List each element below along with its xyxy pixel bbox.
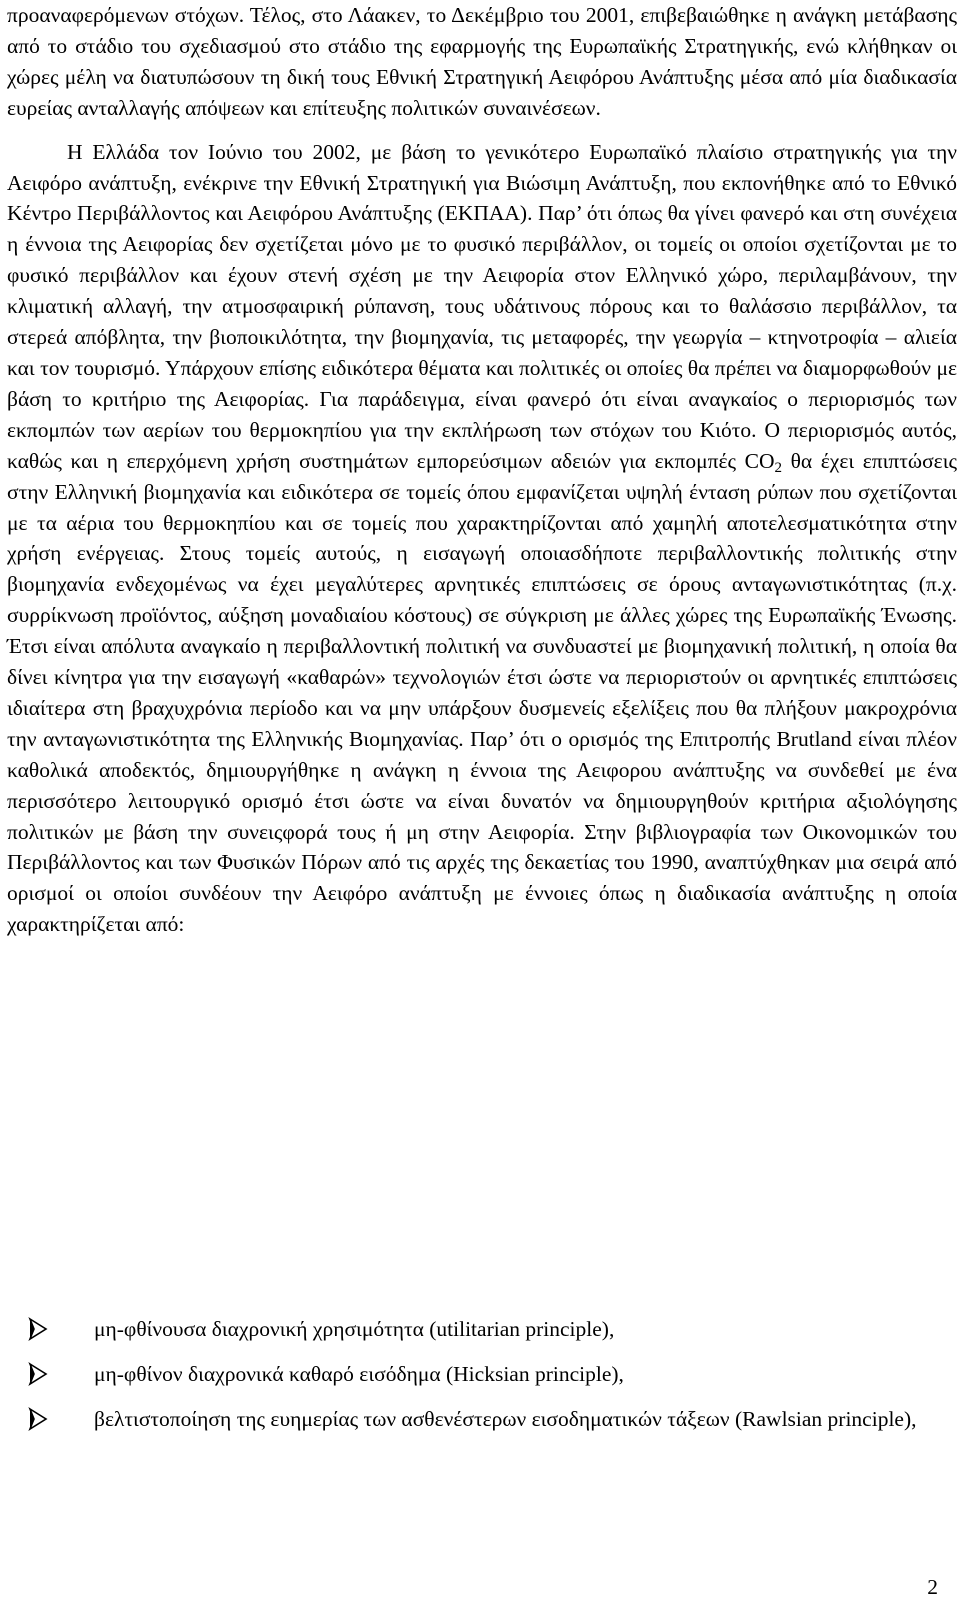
principles-list: [0, 1314, 960, 1449]
page-number: 2: [927, 1575, 938, 1599]
list-item: [0, 1314, 960, 1345]
arrowhead-bullet-icon: [27, 1362, 49, 1386]
list-item-text: μη-φθίνουσα διαχρονική χρησιμότητα (utilitarian principle),: [94, 1317, 615, 1341]
list-item: [0, 1359, 960, 1390]
list-item: [0, 1404, 960, 1435]
arrowhead-bullet-icon: [27, 1317, 49, 1341]
paragraph-greece-strategy: [7, 137, 957, 941]
list-item-text: μη-φθίνον διαχρονικά καθαρό εισόδημα (Hicksian principle),: [94, 1361, 624, 1386]
list-item-text: βελτιστοποίηση της ευημερίας των ασθενέστερων εισοδηματικών τάξεων (Rawlsian principle),: [94, 1406, 917, 1431]
paragraph-continued: προαναφερόμενων στόχων. Τέλος, στο Λάακεν, το Δεκέμβριο του 2001, επιβεβαιώθηκε η ανάγκη μετάβασης από το στάδιο του σχεδιασμού στο στάδιο της εφαρμογής της Ευρωπαϊκής Στρατηγικής, ενώ κλήθηκαν οι χώρες μέλη να διατυπώσουν τη δική τους Εθνική Στρατηγική Αειφόρου Ανάπτυξης μέσα από μία διαδικασία ευρείας ανταλλαγής απόψεων και επίτευξης πολιτικών συναινέσεων.: [7, 3, 957, 120]
co2-subscript: 2: [774, 459, 782, 476]
body-text: [7, 0, 957, 940]
paragraph-text-part-2: θα έχει επιπτώσεις στην Ελληνική βιομηχανία και ειδικότερα σε τομείς όπου εμφανίζεται υψηλή ένταση ρύπων που σχετίζονται με τα αέρια του θερμοκηπίου και σε τομείς που χαρακτηρίζονται από χαμηλή αποτελεσματικότητα στην χρήση ενέργειας. Στους τομείς αυτούς, η εισαγωγή οποιασδήποτε περιβαλλοντικής πολιτικής στην βιομηχανία ενδεχομένως να έχει μεγαλύτερες αρνητικές επιπτώσεις σε όρους ανταγωνιστικότητας (π.χ. συρρίκνωση προϊόντος, αύξηση μοναδιαίου κόστους) σε σύγκριση με άλλες χώρες της Ευρωπαϊκής Ένωσης. Έτσι είναι απόλυτα αναγκαίο η περιβαλλοντική πολιτική να συνδυαστεί με βιομηχανική πολιτική, η οποία θα δίνει κίνητρα για την εισαγωγή «καθαρών» τεχνολογιών έτσι ώστε να περιοριστούν οι αρνητικές επιπτώσεις ιδιαίτερα στη βραχυχρόνια περίοδο και να μην υπάρξουν δυσμενείς εξελίξεις που θα πλήξουν μακροχρόνια την ανταγωνιστικότητα της Ελληνικής Βιομηχανίας. Παρ’ ότι ο ορισμός της Επιτροπής Brutland είναι πλέον καθολικά αποδεκτός, δημιουργήθηκε η ανάγκη η έννοια της Αειφορου ανάπτυξης να συνδεθεί με ένα περισσότερο λειτουργικό ορισμό έτσι ώστε να είναι δυνατόν να δημιουργηθούν κριτήρια αξιολόγησης πολιτικών με βάση την συνειςφορά τους ή μη στην Αειφορία. Στην βιβλιογραφία των Οικονομικών του Περιβάλλοντος και των Φυσικών Πόρων από τις αρχές της δεκαετίας του 1990, αναπτύχθηκαν μια σειρά από ορισμοί οι οποίοι συνδέουν την Αειφόρο ανάπτυξη με έννοιες όπως η διαδικασία ανάπτυξης η οποία χαρακτηρίζεται από:: [7, 448, 957, 937]
paragraph-text-part-1: Η Ελλάδα τον Ιούνιο του 2002, με βάση το γενικότερο Ευρωπαϊκό πλαίσιο στρατηγικής για την Αειφόρο ανάπτυξη, ενέκρινε την Εθνική Στρατηγική για Βιώσιμη Ανάπτυξη, που εκπονήθηκε από το Εθνικό Κέντρο Περιβάλλοντος και Αειφόρου Ανάπτυξης (ΕΚΠΑΑ). Παρ’ ότι όπως θα γίνει φανερό και στη συνέχεια η έννοια της Αειφορίας δεν σχετίζεται μόνο με το φυσικό περιβάλλον, οι τομείς οι οποίοι σχετίζονται με το φυσικό περιβάλλον και έχουν στενή σχέση με την Αειφορία στον Ελληνικό χώρο, περιλαμβάνουν, την κλιματική αλλαγή, την ατμοσφαιρική ρύπανση, τους υδάτινους πόρους και το θαλάσσιο περιβάλλον, τα στερεά απόβλητα, την βιοποικιλότητα, την βιομηχανία, τις μεταφορές, την γεωργία – κτηνοτροφία – αλιεία και τον τουρισμό. Υπάρχουν επίσης ειδικότερα θέματα και πολιτικές οι οποίες θα πρέπει να διαμορφωθούν με βάση το κριτήριο της Αειφορίας. Για παράδειγμα, είναι φανερό ότι είναι αναγκαίος ο περιορισμός των εκπομπών των αερίων του θερμοκηπίου για την εκπλήρωση των στόχων του Κιότο. Ο περιορισμός αυτός, καθώς και η επερχόμενη χρήση συστημάτων εμπορεύσιμων αδειών για εκπομπές CO: [7, 139, 957, 473]
arrowhead-bullet-icon: [27, 1407, 49, 1431]
